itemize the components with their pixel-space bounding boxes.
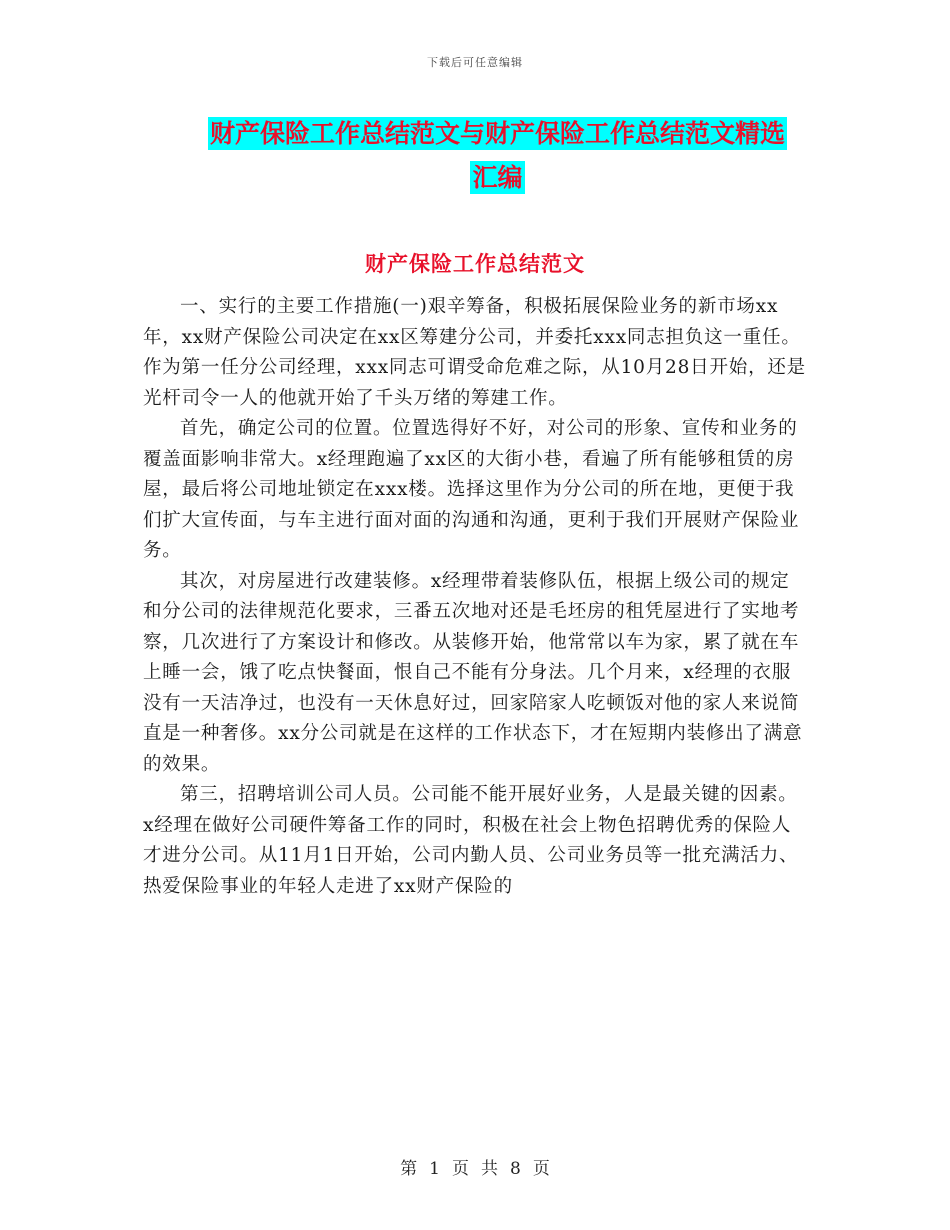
document-title-line-1: 财产保险工作总结范文与财产保险工作总结范文精选 bbox=[209, 119, 785, 148]
page-unit: 页 bbox=[452, 1159, 469, 1179]
paragraph: 其次，对房屋进行改建装修。x经理带着装修队伍，根据上级公司的规定和分公司的法律规范化要求，三番五次地对还是毛坯房的租凭屋进行了实地考察，几次进行了方案设计和修改。从装修开始，他常常以车为家，累了就在车上睡一会，饿了吃点快餐面，恨自己不能有分身法。几个月来，x经理的衣服没有一天洁净过，也没有一天休息好过，回家陪家人吃顿饭对他的家人来说简直是一种奢侈。xx分公司就是在这样的工作状态下，才在短期内装修出了满意的效果。 bbox=[143, 570, 803, 775]
total-unit: 页 bbox=[532, 1159, 550, 1179]
document-body bbox=[143, 292, 808, 902]
paragraph: 第三，招聘培训公司人员。公司能不能开展好业务，人是最关键的因素。x经理在做好公司硬件筹备工作的同时，积极在社会上物色招聘优秀的保险人才进分公司。从11月1日开始，公司内勤人员、公司业务员等一批充满活力、热爱保险事业的年轻人走进了xx财产保险的 bbox=[143, 784, 799, 897]
page-footer bbox=[0, 1154, 950, 1179]
paragraph: 首先，确定公司的位置。位置选得好不好，对公司的形象、宣传和业务的覆盖面影响非常大。x经理跑遍了xx区的大街小巷，看遍了所有能够租赁的房屋，最后将公司地址锁定在xxx楼。选择这里作为分公司的所在地，更便于我们扩大宣传面，与车主进行面对面的沟通和沟通，更利于我们开展财产保险业务。 bbox=[143, 418, 800, 561]
page-header-note: 下载后可任意编辑 bbox=[427, 56, 523, 69]
page-word: 第 bbox=[400, 1159, 418, 1179]
paragraph: 一、实行的主要工作措施(一)艰辛筹备，积极拓展保险业务的新市场xx年，xx财产保险公司决定在xx区筹建分公司，并委托xxx同志担负这一重任。作为第一任分公司经理，xxx同志可谓受命危难之际，从10月28日开始，还是光杆司令一人的他就开始了千头万绪的筹建工作。 bbox=[143, 296, 806, 409]
total-word: 共 bbox=[481, 1159, 498, 1179]
page-total: 8 bbox=[510, 1159, 521, 1179]
page-current: 1 bbox=[429, 1159, 440, 1179]
document-title-line-2: 汇编 bbox=[472, 163, 523, 192]
document-title bbox=[175, 112, 820, 200]
section-title: 财产保险工作总结范文 bbox=[365, 251, 585, 276]
